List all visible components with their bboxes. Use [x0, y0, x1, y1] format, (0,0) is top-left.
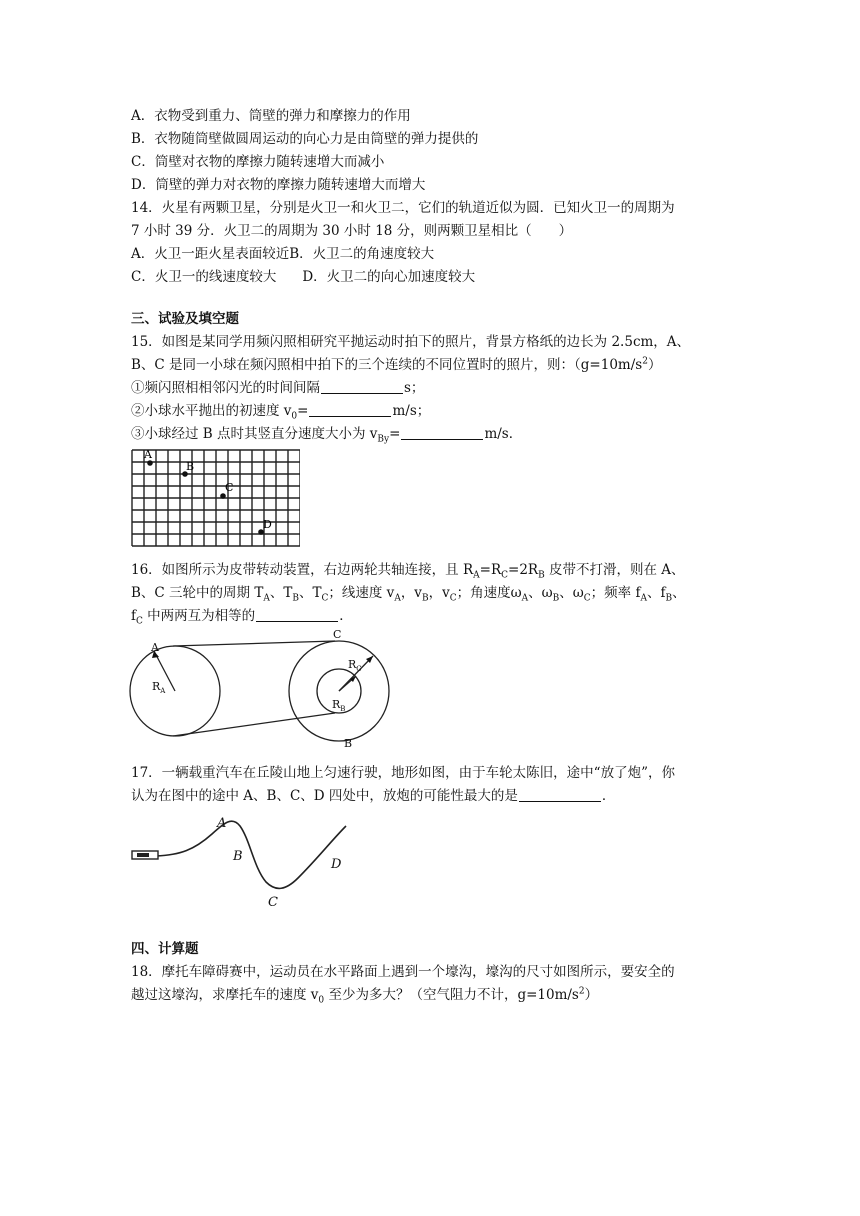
q14-options-ab — [131, 244, 434, 264]
svg-text:A: A — [144, 448, 152, 461]
q14-option-d: D．火卫二的向心加速度较大 — [302, 269, 476, 285]
q15-grid-figure — [130, 448, 300, 552]
q16-stem-line3: $f_C$ 中两两互为相等的 ． — [131, 608, 353, 627]
grid-lines — [132, 450, 300, 546]
grid-point-d — [258, 518, 272, 535]
terrain-label-c: C — [268, 895, 278, 908]
q15-answer-blank-2[interactable] — [309, 402, 391, 417]
label-b: B — [344, 737, 353, 750]
q13-option-d: D．筒壁的弹力对衣物的摩擦力随转速增大而增大 — [131, 177, 426, 193]
label-rb: $R_B$ — [332, 698, 346, 713]
q18-stem-line2: 越过这壕沟，求摩托车的速度 $v_0$ 至少为多大？（空气阻力不计，$g=10m/s^2$） — [131, 986, 599, 1006]
terrain-label-b: B — [233, 849, 243, 864]
q18-stem-line1: 18．摩托车障碍赛中，运动员在水平路面上遇到一个壕沟，壕沟的尺寸如图所示，要安全的 — [131, 964, 675, 980]
belt-top — [173, 641, 335, 646]
q15-sub3: ③小球经过 B 点时其竖直分速度大小为 $v_{By}= m/s$． — [131, 426, 523, 445]
q15-sub1: ①频闪照相相邻闪光的时间间隔 s； — [131, 380, 425, 396]
truck-cargo — [137, 853, 149, 857]
svg-text:D: D — [263, 518, 272, 531]
section-3-title: 三、试验及填空题 — [131, 311, 239, 327]
q14-options-cd — [131, 267, 475, 287]
q13-option-a: A．衣物受到重力、筒壁的弹力和摩擦力的作用 — [131, 108, 411, 124]
q14-stem-line1: 14．火星有两颗卫星，分别是火卫一和火卫二，它们的轨道近似为圆．已知火卫一的周期为 — [131, 200, 675, 216]
q13-option-c: C．筒壁对衣物的摩擦力随转速增大而减小 — [131, 154, 385, 170]
label-ra: $R_A$ — [152, 680, 166, 695]
section-4-title: 四、计算题 — [131, 941, 199, 957]
svg-text:B: B — [186, 460, 195, 473]
q17-stem-line1: 17．一辆载重汽车在丘陵山地上匀速行驶，地形如图，由于车轮太陈旧，途中“放了炮”，你 — [131, 765, 675, 781]
q14-option-c: C．火卫一的线速度较大 — [131, 269, 277, 285]
terrain-label-d: D — [331, 857, 342, 872]
terrain-label-a: A — [217, 816, 227, 831]
label-a: A — [151, 641, 159, 654]
q15-answer-blank-1[interactable] — [321, 379, 403, 394]
q13-option-b: B．衣物随筒壁做圆周运动的向心力是由筒壁的弹力提供的 — [131, 131, 479, 147]
q14-option-a: A．火卫一距火星表面较近 — [131, 246, 290, 262]
q16-stem-line2: B、C 三轮中的周期 $T_A$、$T_B$、$T_C$；线速度 $v_A$，$v_B$，$v_C$；角速度$\omega_A$、$\omega_B$、$\omega_C$；频率 $f_A$、$f_B$、 — [131, 585, 686, 604]
q17-terrain-figure — [128, 810, 353, 908]
q16-stem-line1: 16．如图所示为皮带转动装置，右边两轮共轴连接，且 $R_A=R_C=2R_B$ 皮带不打滑，则在 A、 — [131, 562, 685, 581]
q15-stem-line2: B、C 是同一小球在频闪照相中拍下的三个连续的不同位置时的照片，则：$(g=10m/s^2)$ — [131, 356, 662, 373]
q17-answer-blank[interactable] — [519, 787, 601, 802]
grid-point-c — [220, 481, 233, 499]
label-rc: $R_C$ — [348, 658, 362, 673]
label-c: C — [333, 628, 342, 641]
q14-stem-line2: 7 小时 39 分．火卫二的周期为 30 小时 18 分，则两颗卫星相比（ ） — [131, 223, 573, 239]
q16-belt-figure — [128, 626, 398, 756]
q14-option-b: B．火卫二的角速度较大 — [289, 246, 435, 262]
q16-answer-blank[interactable] — [256, 607, 338, 622]
q15-stem-line1: 15．如图是某同学用频闪照相研究平抛运动时拍下的照片，背景方格纸的边长为 2.5cm，A、 — [131, 334, 691, 350]
q15-sub2: ②小球水平抛出的初速度 $v_0= m/s$； — [131, 403, 431, 422]
svg-text:C: C — [225, 481, 234, 494]
q17-stem-line2: 认为在图中的途中 A、B、C、D 四处中，放炮的可能性最大的是 ． — [131, 788, 616, 804]
q15-answer-blank-3[interactable] — [401, 425, 483, 440]
